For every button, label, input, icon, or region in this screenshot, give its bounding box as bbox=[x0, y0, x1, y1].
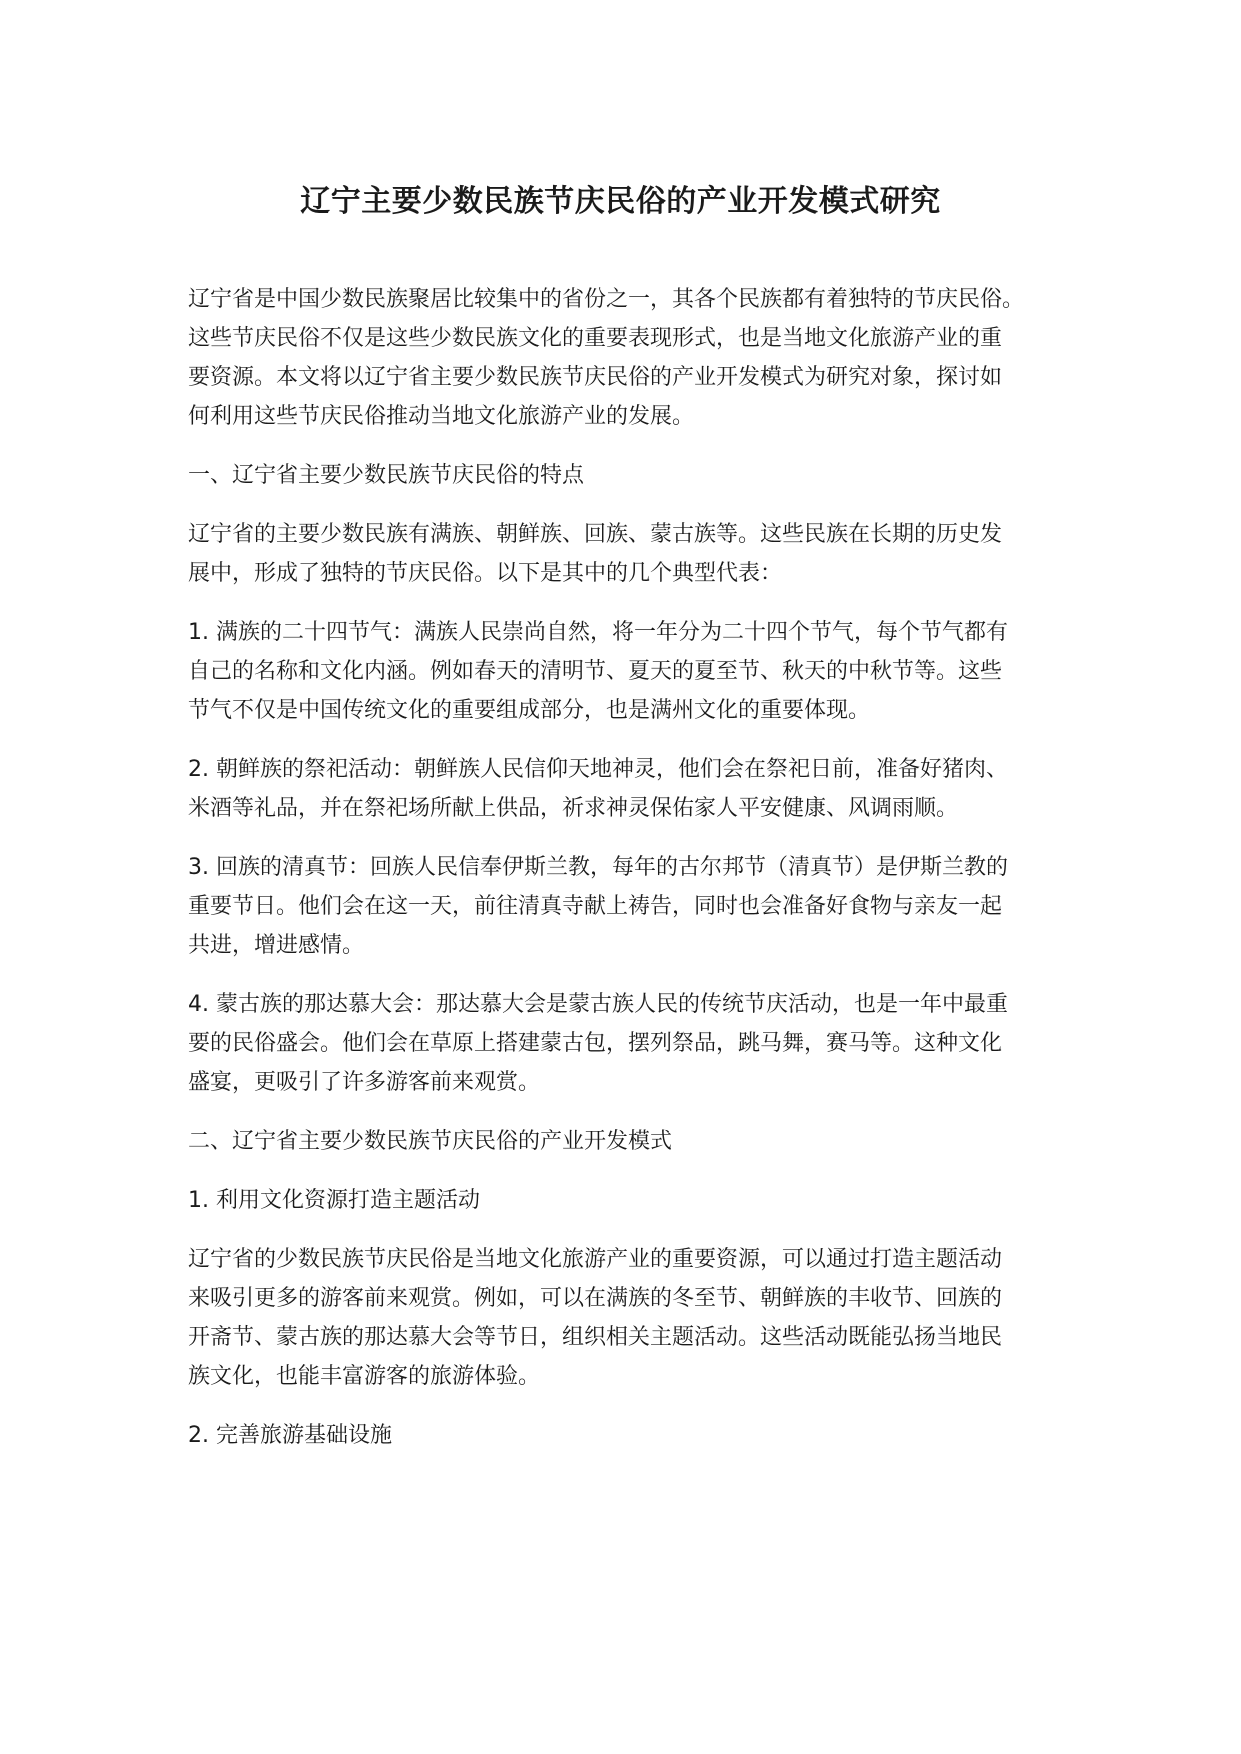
text-line: 重要节日。他们会在这一天，前往清真寺献上祷告，同时也会准备好食物与亲友一起 bbox=[188, 894, 1003, 919]
text-line: 族文化，也能丰富游客的旅游体验。 bbox=[188, 1364, 541, 1389]
section-heading-1: 一、辽宁省主要少数民族节庆民俗的特点 bbox=[188, 463, 585, 488]
document-title: 辽宁主要少数民族节庆民俗的产业开发模式研究 bbox=[300, 184, 941, 219]
item-manchu-paragraph bbox=[188, 613, 1068, 730]
text-line: 展中，形成了独特的节庆民俗。以下是其中的几个典型代表： bbox=[188, 561, 783, 586]
text-line: 来吸引更多的游客前来观赏。例如，可以在满族的冬至节、朝鲜族的丰收节、回族的 bbox=[188, 1286, 1003, 1311]
text-line: 1. 满族的二十四节气：满族人民崇尚自然，将一年分为二十四个节气，每个节气都有 bbox=[188, 620, 1008, 645]
item-hui-paragraph bbox=[188, 848, 1068, 965]
text-line: 4. 蒙古族的那达慕大会：那达慕大会是蒙古族人民的传统节庆活动，也是一年中最重 bbox=[188, 992, 1008, 1017]
text-line: 这些节庆民俗不仅是这些少数民族文化的重要表现形式，也是当地文化旅游产业的重 bbox=[188, 326, 1003, 351]
section-heading-2: 二、辽宁省主要少数民族节庆民俗的产业开发模式 bbox=[188, 1129, 673, 1154]
item-mongol-paragraph bbox=[188, 985, 1068, 1102]
text-line: 要资源。本文将以辽宁省主要少数民族节庆民俗的产业开发模式为研究对象，探讨如 bbox=[188, 365, 1003, 390]
text-line: 辽宁省的主要少数民族有满族、朝鲜族、回族、蒙古族等。这些民族在长期的历史发 bbox=[188, 522, 1003, 547]
subsection-heading-1: 1. 利用文化资源打造主题活动 bbox=[188, 1188, 480, 1213]
text-line: 盛宴，更吸引了许多游客前来观赏。 bbox=[188, 1070, 541, 1095]
text-line: 何利用这些节庆民俗推动当地文化旅游产业的发展。 bbox=[188, 404, 695, 429]
text-line: 共进，增进感情。 bbox=[188, 933, 365, 958]
text-line: 开斋节、蒙古族的那达慕大会等节日，组织相关主题活动。这些活动既能弘扬当地民 bbox=[188, 1325, 1003, 1350]
text-line: 要的民俗盛会。他们会在草原上搭建蒙古包，摆列祭品，跳马舞，赛马等。这种文化 bbox=[188, 1031, 1003, 1056]
text-line: 3. 回族的清真节：回族人民信奉伊斯兰教，每年的古尔邦节（清真节）是伊斯兰教的 bbox=[188, 855, 1008, 880]
text-line: 2. 朝鲜族的祭祀活动：朝鲜族人民信仰天地神灵，他们会在祭祀日前，准备好猪肉、 bbox=[188, 757, 1008, 782]
text-line: 节气不仅是中国传统文化的重要组成部分，也是满州文化的重要体现。 bbox=[188, 698, 871, 723]
section-1-intro-paragraph bbox=[188, 515, 1068, 593]
text-line: 辽宁省是中国少数民族聚居比较集中的省份之一，其各个民族都有着独特的节庆民俗。 bbox=[188, 287, 1025, 312]
text-line: 米酒等礼品，并在祭祀场所献上供品，祈求神灵保佑家人平安健康、风调雨顺。 bbox=[188, 796, 959, 821]
document-body bbox=[188, 280, 1068, 1475]
text-line: 辽宁省的少数民族节庆民俗是当地文化旅游产业的重要资源，可以通过打造主题活动 bbox=[188, 1247, 1003, 1272]
subsection-1-paragraph bbox=[188, 1240, 1068, 1396]
text-line: 自己的名称和文化内涵。例如春天的清明节、夏天的夏至节、秋天的中秋节等。这些 bbox=[188, 659, 1003, 684]
intro-paragraph bbox=[188, 280, 1068, 436]
item-korean-paragraph bbox=[188, 750, 1068, 828]
subsection-heading-2: 2. 完善旅游基础设施 bbox=[188, 1423, 392, 1448]
